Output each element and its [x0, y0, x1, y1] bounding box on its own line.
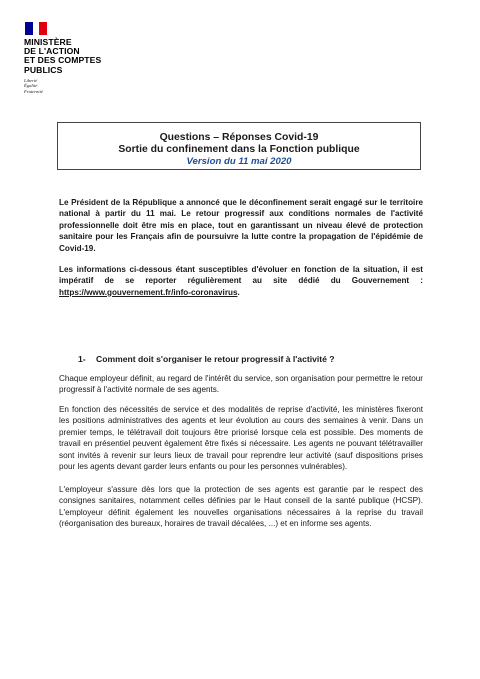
motto-line: Égalité: [24, 83, 38, 89]
ministry-name-line: PUBLICS: [24, 64, 63, 75]
ministry-name-line: DE L'ACTION: [24, 46, 80, 57]
ministry-name-line: MINISTÈRE: [24, 37, 72, 47]
answer-paragraph-1: Chaque employeur définit, au regard de l'intérêt du service, son organisation pour permettre le retour progressif à l'activité normale de ses agents.: [59, 374, 423, 395]
question-heading: [78, 354, 335, 364]
government-info-link[interactable]: https://www.gouvernement.fr/info-coronavirus: [59, 287, 238, 297]
french-flag-icon: [25, 22, 47, 35]
document-title: Questions – Réponses Covid-19: [159, 132, 319, 143]
answer-paragraph-2: En fonction des nécessités de service et des modalités de reprise d'activité, les ministères fixeront les positions administratives des agents et leur évolution au cours des semaines à venir. Dans un premier temps, le télétravail doit toujours être priorisé lorsque cela est possible. Des moments de travail en présentiel peuvent également être fixés si nécessaire. Les agents ne pouvant télétravailler sont invités à revenir sur leurs lieux de travail pour reprendre leur activité (sauf dispositions prises pour les agents devant garder leurs enfants ou pour les personnes vulnérables).: [59, 405, 423, 472]
question-text: Comment doit s'organiser le retour progressif à l'activité ?: [96, 354, 335, 364]
answer-paragraph-3: L'employeur s'assure dès lors que la protection de ses agents est garantie par le respect des consignes sanitaires, notamment celles définies par le Haut conseil de la santé publique (HCSP). L'employeur définit également les nouvelles organisations nécessaires à la reprise du travail (réorganisation des bureaux, horaires de travail décalées, ...) et en informe ses agents.: [59, 485, 423, 529]
republic-motto: [24, 78, 144, 94]
ministry-logo: [24, 22, 144, 94]
title-box: [57, 122, 421, 170]
motto-line: Fraternité: [24, 88, 43, 94]
intro-paragraph: Le Président de la République a annoncé que le déconfinement serait engagé sur le territoire national à partir du 11 mai. Le retour progressif aux conditions normales de l'activité professionnelle doit être mis en place, tout en garantissant un niveau élevé de protection sanitaire pour les Français afin de poursuivre la lutte contre la propagation de l'épidémie de Covid-19.: [59, 198, 423, 253]
document-version: Version du 11 mai 2020: [186, 156, 292, 167]
intro-info-text: Les informations ci-dessous étant susceptibles d'évoluer en fonction de la situation, il est impératif de se reporter régulièrement au site dédié du Gouvernement :: [59, 265, 423, 286]
question-number: 1-: [78, 354, 86, 364]
document-subtitle: Sortie du confinement dans la Fonction publique: [118, 144, 360, 155]
intro-info-end: .: [237, 287, 240, 297]
ministry-name-line: ET DES COMPTES: [24, 55, 102, 66]
motto-line: Liberté: [24, 77, 38, 83]
ministry-name: [24, 38, 144, 75]
intro-info-paragraph: [59, 264, 423, 298]
